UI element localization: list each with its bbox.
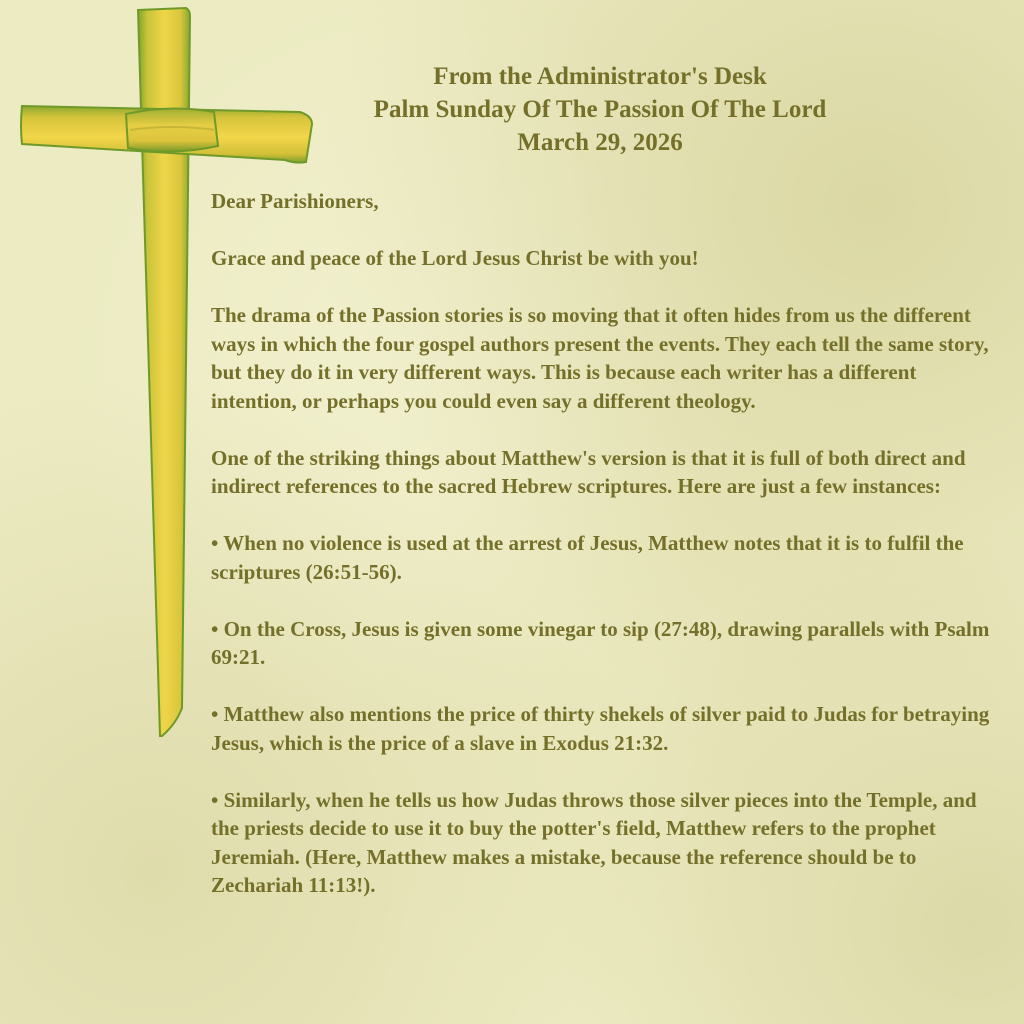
bullet-silver: • Matthew also mentions the price of thirty shekels of silver paid to Judas for betraying Jesus, which is the price of a slave in Exodus 21:32. bbox=[211, 702, 990, 755]
salutation: Dear Parishioners, bbox=[211, 189, 379, 213]
header-title: From the Administrator's Desk bbox=[433, 63, 767, 90]
paragraph-passion-drama: The drama of the Passion stories is so moving that it often hides from us the different ways in which the four gospel authors present the events. They each tell the same story, but they do it in very different ways. This is because each writer has a different intention, or perhaps you could even say a different theology. bbox=[211, 303, 989, 413]
bullet-potters-field: • Similarly, when he tells us how Judas throws those silver pieces into the Temple, and the priests decide to use it to buy the potter's field, Matthew refers to the prophet Jeremiah. (Here, Matthew makes a mistake, because the reference should be to Zechariah 11:13!). bbox=[211, 787, 977, 897]
header-occasion: Palm Sunday Of The Passion Of The Lord bbox=[373, 96, 827, 123]
bullet-arrest: • When no violence is used at the arrest of Jesus, Matthew notes that it is to fulfil the scriptures (26:51-56). bbox=[211, 531, 964, 584]
greeting: Grace and peace of the Lord Jesus Christ be with you! bbox=[211, 246, 699, 270]
bullet-vinegar: • On the Cross, Jesus is given some vinegar to sip (27:48), drawing parallels with Psalm 69:21. bbox=[211, 616, 990, 669]
letter-header bbox=[300, 60, 900, 159]
paragraph-matthew-references: One of the striking things about Matthew's version is that it is full of both direct and indirect references to the sacred Hebrew scriptures. Here are just a few instances: bbox=[211, 445, 966, 498]
letter-body bbox=[211, 187, 1001, 900]
header-date: March 29, 2026 bbox=[517, 129, 683, 156]
